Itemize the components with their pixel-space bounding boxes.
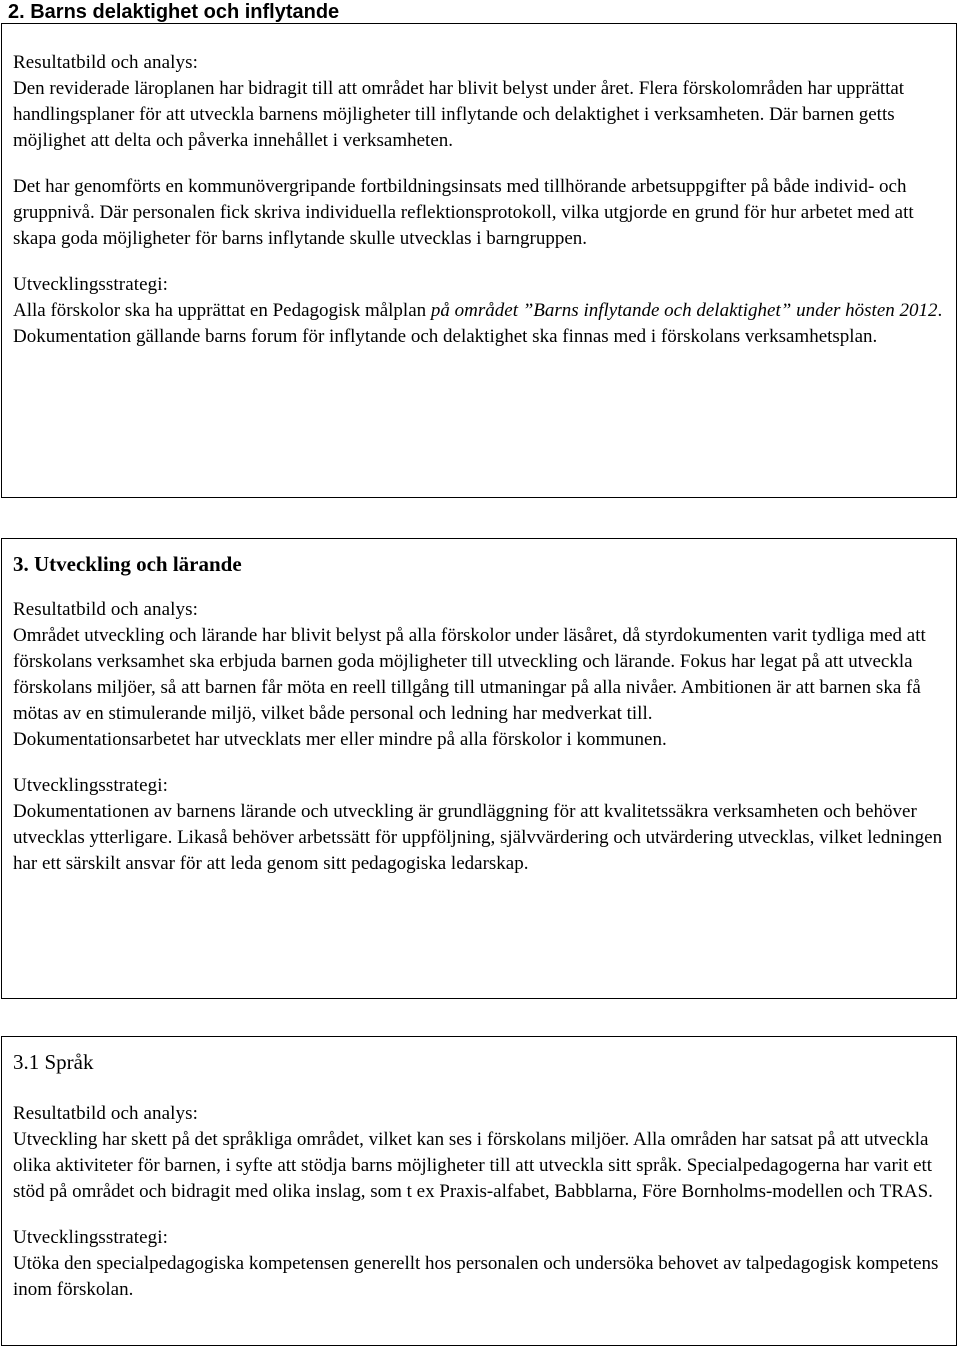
section-3-1-box xyxy=(1,1036,957,1346)
strategy-label: Utvecklingsstrategi: xyxy=(13,1227,169,1248)
strategy-text-c: . Dokumentation gällande barns forum för inflytande och delaktighet ska finnas med i förskolans verksamhetsplan. xyxy=(13,300,943,347)
section-3-1-strategy: Utöka den specialpedagogiska kompetensen generellt hos personalen och undersöka behovet av talpedagogisk kompetens inom förskolan. xyxy=(13,1253,939,1300)
section-3-box xyxy=(1,538,957,999)
section-3-paragraph-2: Dokumentationsarbetet har utvecklats mer eller mindre på alla förskolor i kommunen. xyxy=(13,729,667,750)
section-3-heading: 3. Utveckling och lärande xyxy=(13,552,242,576)
result-label: Resultatbild och analys: xyxy=(13,52,198,73)
section-3-content xyxy=(13,551,950,877)
section-2-paragraph-2: Det har genomförts en kommunövergripande fortbildningsinsats med tillhörande arbetsuppgifter på både individ- och gruppnivå. Där personalen fick skriva individuella reflektionsprotokoll, vilka utgjorde en grund för hur arbetet med att skapa goda möjligheter för barns inflytande skulle utvecklas i barngruppen. xyxy=(13,176,914,249)
strategy-text-a: Alla förskolor ska ha upprättat en Pedagogisk målplan xyxy=(13,300,431,321)
section-3-paragraph-1: Området utveckling och lärande har blivit belyst på alla förskolor under läsåret, då styrdokumenten varit tydliga med att förskolans verksamhet ska erbjuda barnen goda möjligheter till utveckling och lärande. Fokus har legat på att utveckla förskolans miljöer, så att barnen får möta en reell tillgång till utmaningar på alla nivåer. Ambitionen är att barnen ska få mötas av en stimulerande miljö, vilket både personal och ledning har medverkat till. xyxy=(13,625,926,724)
strategy-text-italic: på området ”Barns inflytande och delaktighet” under hösten 2012 xyxy=(430,300,938,321)
section-3-1-paragraph-1: Utveckling har skett på det språkliga området, vilket kan ses i förskolans miljöer. Alla områden har satsat på att utveckla olika aktiviteter för barnen, i syfte att stödja barns möjligheter till att utveckla sitt språk. Specialpedagogerna har varit ett stöd på området och bidragit med olika inslag, som t ex Praxis-alfabet, Babblarna, Före Bornholms-modellen och TRAS. xyxy=(13,1129,933,1202)
section-2-box xyxy=(1,23,957,498)
section-2-paragraph-1: Den reviderade läroplanen har bidragit till att området har blivit belyst under året. Flera förskolområden har upprättat handlingsplaner för att utveckla barnens möjligheter till inflytande och delaktighet i verksamheten. Där barnen getts möjlighet att delta och påverka innehållet i verksamheten. xyxy=(13,78,905,151)
result-label: Resultatbild och analys: xyxy=(13,1103,198,1124)
strategy-label: Utvecklingsstrategi: xyxy=(13,775,169,796)
section-2-heading: 2. Barns delaktighet och inflytande xyxy=(8,1,340,23)
section-3-strategy: Dokumentationen av barnens lärande och utveckling är grundläggning för att kvalitetssäkra verksamheten och behöver utvecklas ytterligare. Likaså behöver arbetssätt för uppföljning, självvärdering och utvärdering utvecklas, vilket ledningen har ett särskilt ansvar för att leda genom sitt pedagogiska ledarskap. xyxy=(13,801,943,874)
section-2-strategy xyxy=(13,298,950,350)
section-2-content xyxy=(13,50,950,350)
section-3-1-heading: 3.1 Språk xyxy=(13,1050,94,1074)
section-3-1-content xyxy=(13,1049,950,1303)
result-label: Resultatbild och analys: xyxy=(13,599,198,620)
strategy-label: Utvecklingsstrategi: xyxy=(13,274,169,295)
